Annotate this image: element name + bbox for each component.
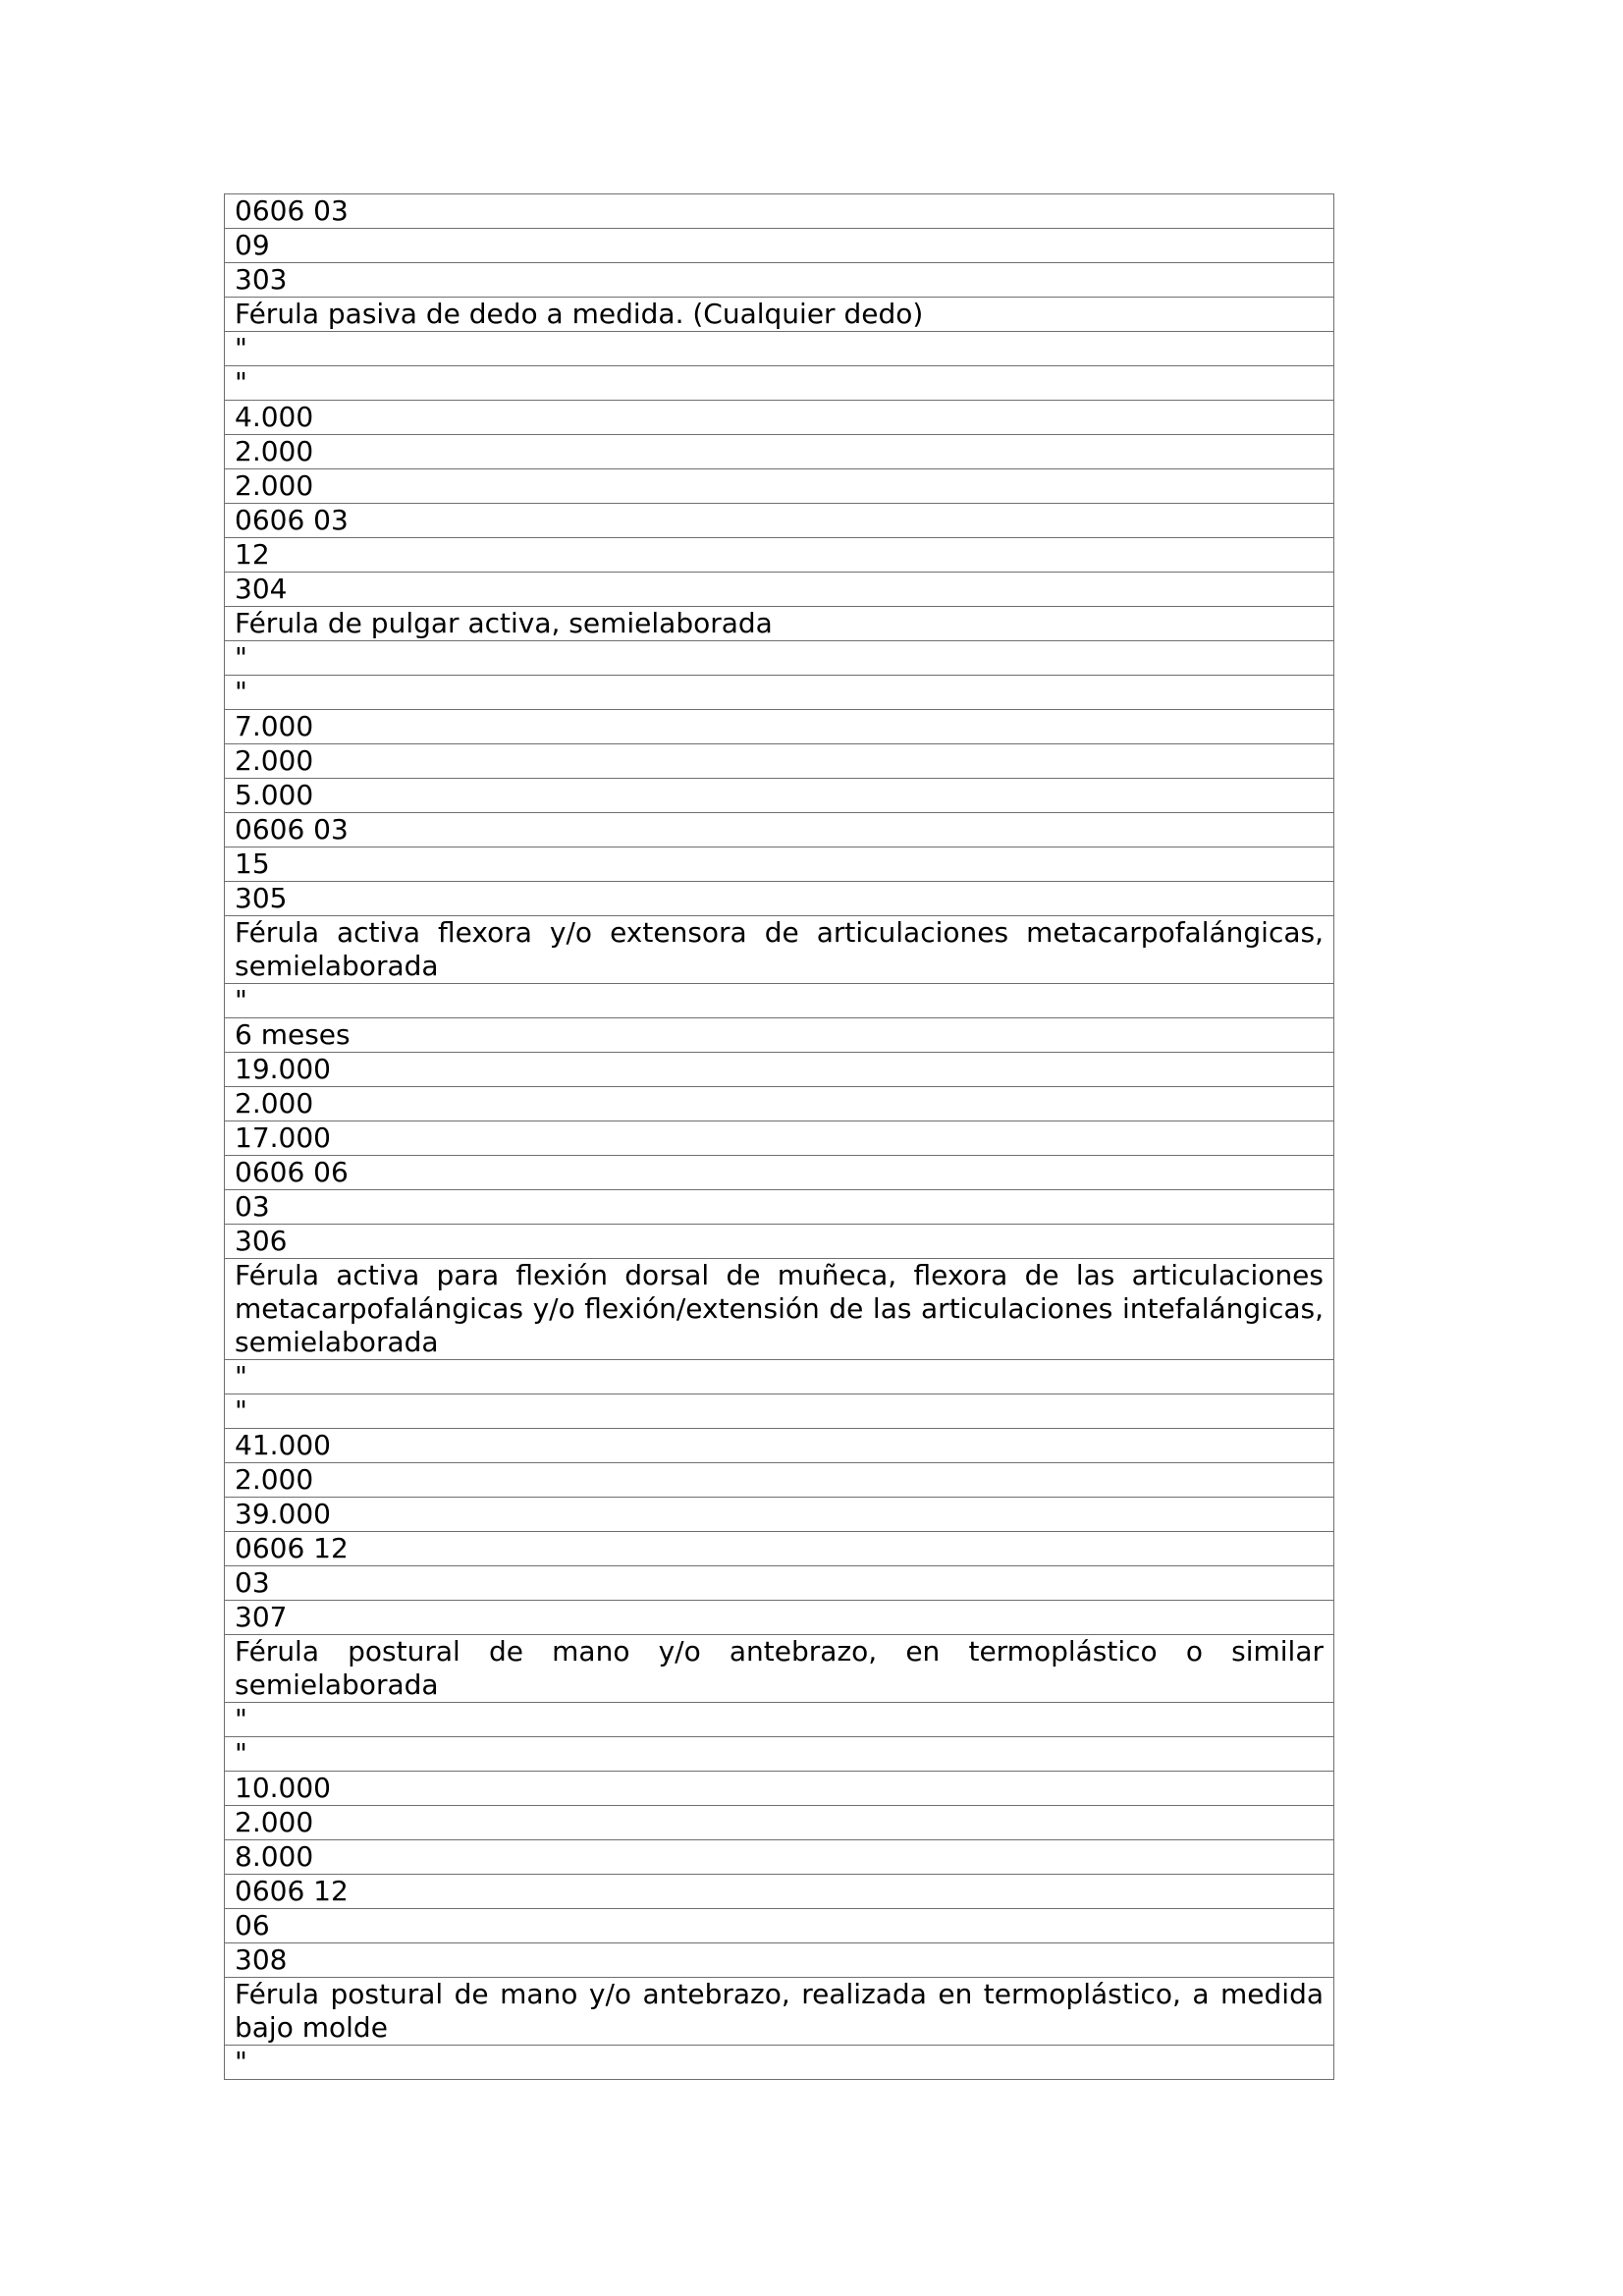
table-row bbox=[225, 984, 1334, 1018]
table-row bbox=[225, 1566, 1334, 1601]
table-row bbox=[225, 1156, 1334, 1190]
table-cell: " bbox=[225, 1360, 1334, 1394]
table-cell: 304 bbox=[225, 573, 1334, 607]
table-row bbox=[225, 710, 1334, 744]
table-row bbox=[225, 744, 1334, 779]
table-cell: 17.000 bbox=[225, 1121, 1334, 1156]
table-row bbox=[225, 607, 1334, 641]
table-cell: 303 bbox=[225, 263, 1334, 298]
table-cell: 0606 12 bbox=[225, 1532, 1334, 1566]
table-cell: " bbox=[225, 676, 1334, 710]
table-cell: " bbox=[225, 332, 1334, 366]
table-row bbox=[225, 676, 1334, 710]
table-row bbox=[225, 1875, 1334, 1909]
table-row bbox=[225, 1943, 1334, 1978]
table-row bbox=[225, 1737, 1334, 1772]
table-row bbox=[225, 882, 1334, 916]
table-cell: 6 meses bbox=[225, 1018, 1334, 1053]
table-row bbox=[225, 1394, 1334, 1429]
table-row bbox=[225, 847, 1334, 882]
table-cell: Férula pasiva de dedo a medida. (Cualquier dedo) bbox=[225, 298, 1334, 332]
table-cell: 0606 12 bbox=[225, 1875, 1334, 1909]
table-cell: 0606 03 bbox=[225, 813, 1334, 847]
table-row bbox=[225, 1053, 1334, 1087]
table-cell: 2.000 bbox=[225, 435, 1334, 469]
table-row bbox=[225, 1121, 1334, 1156]
table-cell: Férula activa flexora y/o extensora de articulaciones metacarpofalángicas, semielaborada bbox=[225, 916, 1334, 984]
table-row bbox=[225, 1978, 1334, 2046]
table-cell: 2.000 bbox=[225, 1806, 1334, 1840]
table-cell: 0606 06 bbox=[225, 1156, 1334, 1190]
table-cell: 5.000 bbox=[225, 779, 1334, 813]
table-cell: Férula activa para flexión dorsal de muñeca, flexora de las articulaciones metacarpofalángicas y/o flexión/extensión de las articulaciones intefalángicas, semielaborada bbox=[225, 1259, 1334, 1360]
table-row bbox=[225, 469, 1334, 504]
table-row bbox=[225, 1225, 1334, 1259]
table-row bbox=[225, 1018, 1334, 1053]
table-cell: 0606 03 bbox=[225, 194, 1334, 229]
table-body bbox=[225, 194, 1334, 2080]
table-cell: 7.000 bbox=[225, 710, 1334, 744]
table-row bbox=[225, 435, 1334, 469]
table-row bbox=[225, 1840, 1334, 1875]
table-cell: " bbox=[225, 641, 1334, 676]
table-row bbox=[225, 1463, 1334, 1498]
table-row bbox=[225, 779, 1334, 813]
table-cell: 19.000 bbox=[225, 1053, 1334, 1087]
table-row bbox=[225, 194, 1334, 229]
table-row bbox=[225, 504, 1334, 538]
table-row bbox=[225, 1498, 1334, 1532]
table-row bbox=[225, 1259, 1334, 1360]
table-cell: 39.000 bbox=[225, 1498, 1334, 1532]
table-cell: " bbox=[225, 984, 1334, 1018]
table-cell: 4.000 bbox=[225, 401, 1334, 435]
table-row bbox=[225, 1909, 1334, 1943]
table-row bbox=[225, 332, 1334, 366]
table-cell: 15 bbox=[225, 847, 1334, 882]
table-cell: 0606 03 bbox=[225, 504, 1334, 538]
table-row bbox=[225, 1532, 1334, 1566]
table-row bbox=[225, 229, 1334, 263]
table-cell: 2.000 bbox=[225, 744, 1334, 779]
table-row bbox=[225, 298, 1334, 332]
table-cell: 12 bbox=[225, 538, 1334, 573]
table-row bbox=[225, 1087, 1334, 1121]
table-cell: 09 bbox=[225, 229, 1334, 263]
table-row bbox=[225, 263, 1334, 298]
table-row bbox=[225, 1429, 1334, 1463]
table-row bbox=[225, 916, 1334, 984]
table-cell: 2.000 bbox=[225, 469, 1334, 504]
table-cell: 2.000 bbox=[225, 1087, 1334, 1121]
table-cell: 10.000 bbox=[225, 1772, 1334, 1806]
table-row bbox=[225, 1635, 1334, 1703]
table-cell: 03 bbox=[225, 1190, 1334, 1225]
table-row bbox=[225, 1703, 1334, 1737]
table-cell: Férula postural de mano y/o antebrazo, en termoplástico o similar semielaborada bbox=[225, 1635, 1334, 1703]
table-row bbox=[225, 401, 1334, 435]
table-cell: " bbox=[225, 2046, 1334, 2080]
table-row bbox=[225, 1360, 1334, 1394]
table-cell: 03 bbox=[225, 1566, 1334, 1601]
table-row bbox=[225, 538, 1334, 573]
table-row bbox=[225, 366, 1334, 401]
document-table bbox=[224, 193, 1334, 2080]
table-cell: " bbox=[225, 366, 1334, 401]
table-row bbox=[225, 1190, 1334, 1225]
table-row bbox=[225, 2046, 1334, 2080]
table-cell: Férula postural de mano y/o antebrazo, realizada en termoplástico, a medida bajo molde bbox=[225, 1978, 1334, 2046]
table-cell: 305 bbox=[225, 882, 1334, 916]
table-cell: " bbox=[225, 1394, 1334, 1429]
table-cell: 307 bbox=[225, 1601, 1334, 1635]
table-row bbox=[225, 641, 1334, 676]
table-row bbox=[225, 1772, 1334, 1806]
table-row bbox=[225, 813, 1334, 847]
table-cell: " bbox=[225, 1703, 1334, 1737]
table-row bbox=[225, 1601, 1334, 1635]
table-row bbox=[225, 1806, 1334, 1840]
table-cell: 8.000 bbox=[225, 1840, 1334, 1875]
table-row bbox=[225, 573, 1334, 607]
table-cell: Férula de pulgar activa, semielaborada bbox=[225, 607, 1334, 641]
table-cell: 308 bbox=[225, 1943, 1334, 1978]
table-cell: 06 bbox=[225, 1909, 1334, 1943]
table-cell: " bbox=[225, 1737, 1334, 1772]
table-cell: 2.000 bbox=[225, 1463, 1334, 1498]
table-cell: 41.000 bbox=[225, 1429, 1334, 1463]
table-cell: 306 bbox=[225, 1225, 1334, 1259]
